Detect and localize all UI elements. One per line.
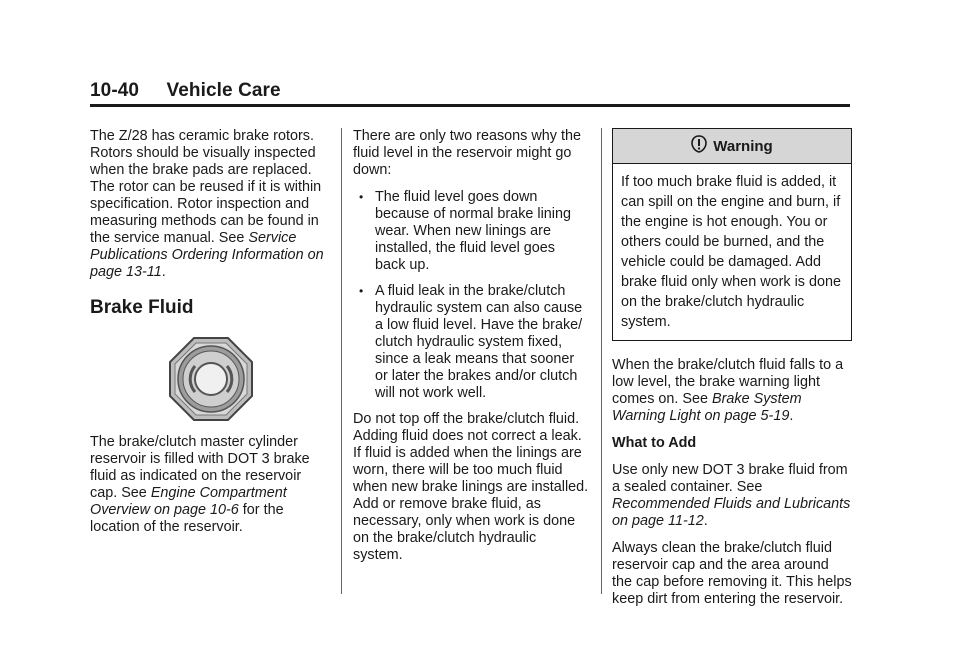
reason-list bbox=[353, 189, 589, 402]
reservoir-paragraph: The brake/clutch master cylinder reservoir is filled with DOT 3 brake fluid as indicated on the reservoir cap. See Engine Compartment Overview on page 10-6 for the location of the reservoir. bbox=[90, 434, 310, 535]
column-1 bbox=[90, 128, 332, 546]
top-off-paragraph: Do not top off the brake/clutch fluid. Adding fluid does not correct a leak. If fluid is added when the linings are worn, there will be too much fluid when new brake linings are installed. Add or remove brake fluid, as necessary, only when work is done on the brake/clutch hydraulic system. bbox=[353, 411, 589, 563]
column-3 bbox=[612, 128, 852, 618]
what-to-add-paragraph: Use only new DOT 3 brake fluid from a sealed container. See Recommended Fluids and Lubricants on page 11-12. bbox=[612, 462, 851, 529]
section-title: Vehicle Care bbox=[166, 80, 281, 101]
list-item: • A fluid leak in the brake/clutch hydraulic system can also cause a low fluid level. Have the brake/ clutch hydraulic system fixed, since a leak means that sooner or later the brakes and/or clutch will not work well. bbox=[359, 283, 583, 401]
clean-cap-paragraph: Always clean the brake/clutch fluid reservoir cap and the area around the cap before removing it. This helps keep dirt from entering the reservoir. bbox=[612, 540, 852, 607]
list-item: • The fluid level goes down because of normal brake lining wear. When new linings are installed, the fluid level goes back up. bbox=[359, 189, 571, 273]
intro-paragraph: There are only two reasons why the fluid level in the reservoir might go down: bbox=[353, 128, 581, 178]
warning-text: If too much brake fluid is added, it can spill on the engine and burn, if the engine is hot enough. You or others could be burned, and the vehicle could be damaged. Add brake fluid only when work is done on the brake/clutch hydraulic system. bbox=[621, 174, 841, 330]
cross-reference[interactable]: Brake System Warning Light on page 5-19 bbox=[612, 391, 802, 424]
section-heading: Brake Fluid bbox=[90, 297, 194, 318]
low-level-paragraph: When the brake/clutch fluid falls to a low level, the brake warning light comes on. See Brake System Warning Light on page 5-19. bbox=[612, 357, 844, 424]
page-number: 10-40 bbox=[90, 80, 140, 101]
bullet-icon: • bbox=[359, 190, 364, 204]
subheading: What to Add bbox=[612, 435, 697, 451]
warning-title: Warning bbox=[713, 137, 773, 155]
column-divider bbox=[341, 128, 342, 594]
warning-symbol-icon bbox=[691, 135, 707, 157]
warning-header bbox=[613, 129, 851, 164]
cross-reference[interactable]: Recommended Fluids and Lubricants on page 11-12 bbox=[612, 496, 851, 529]
column-2 bbox=[353, 128, 589, 574]
header-rule bbox=[90, 104, 850, 107]
bullet-icon: • bbox=[359, 284, 364, 298]
cross-reference[interactable]: Engine Compartment Overview on page 10-6 bbox=[90, 485, 287, 518]
cross-reference[interactable]: Service Publications Ordering Information on page 13-11 bbox=[90, 230, 324, 280]
page-header bbox=[90, 80, 850, 102]
warning-box bbox=[612, 128, 852, 341]
brake-fluid-cap-icon bbox=[90, 336, 332, 422]
column-divider bbox=[601, 128, 602, 594]
rotor-paragraph: The Z/28 has ceramic brake rotors. Rotors should be visually inspected when the brake pads are replaced. The rotor can be reused if it is within specification. Rotor inspection and measuring methods can be found in the service manual. See Service Publications Ordering Information on page 13-11. bbox=[90, 128, 324, 280]
